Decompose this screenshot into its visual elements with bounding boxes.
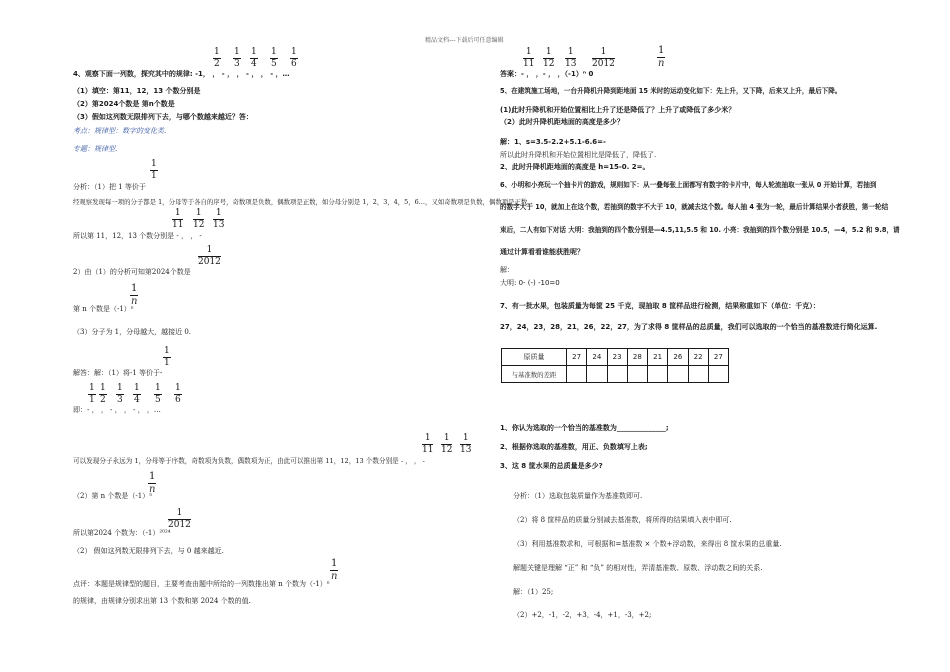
denominator: 3 bbox=[117, 395, 123, 405]
fraction bbox=[250, 48, 258, 69]
numerator: 1 bbox=[443, 433, 450, 443]
denominator: 13 bbox=[213, 220, 225, 230]
question-5-part-1: (1)此时升降机和开始位置相比上升了还是降低了？上升了或降低了多少米？ bbox=[500, 106, 736, 114]
numerator: 1 bbox=[117, 383, 123, 393]
sequence-line: 即：- ， ， - ， ， - ， ，… bbox=[73, 406, 161, 414]
numerator: 1 bbox=[251, 47, 257, 57]
fraction bbox=[213, 48, 221, 69]
answer-line: 答案：- ， ，- ， ，（-1）ⁿ 0 bbox=[500, 70, 594, 78]
table-cell: 21 bbox=[648, 349, 668, 366]
table-cell[interactable] bbox=[648, 366, 668, 383]
denominator: 12 bbox=[441, 445, 453, 455]
denominator: 11 bbox=[172, 220, 184, 230]
question-4-part-3: （3）假如这列数无限排列下去，与哪个数越来越近？答： bbox=[73, 113, 253, 121]
table-row-label: 与基准数的差距 bbox=[502, 366, 567, 383]
solution-7-line-1: 解：（1）25; bbox=[513, 588, 554, 596]
therefore-line-1: 所以第 11，12，13 个数分别是 - ， ， - bbox=[73, 232, 202, 240]
denominator: 2012 bbox=[198, 257, 221, 267]
numerator: 1 bbox=[215, 208, 222, 218]
sub-question-2: 2、根据你选取的基准数，用正、负数填写上表; bbox=[500, 443, 648, 451]
fraction bbox=[133, 384, 141, 405]
fraction bbox=[99, 384, 107, 405]
fraction bbox=[543, 48, 554, 69]
fraction bbox=[330, 559, 338, 582]
sub-question-3: 3、这 8 筐水果的总质量是多少? bbox=[500, 462, 603, 470]
fraction bbox=[233, 48, 241, 69]
denominator: 13 bbox=[565, 59, 577, 69]
fraction bbox=[172, 209, 183, 230]
table-cell: 23 bbox=[607, 349, 627, 366]
denominator: 11 bbox=[523, 59, 535, 69]
comment-line-1: 点评：本题是规律型的题目，主要考查由题中所给的一列数推出第 n 个数为（-1）ⁿ bbox=[73, 580, 330, 588]
question-7-values: 27，24，23，28，21，26，22，27，为了求得 8 筐样品的总质量，我们可以选取的一个恰当的基准数进行简化运算. bbox=[500, 323, 878, 331]
term-2024: 所以第2024 个数为：（-1）²⁰²⁴ bbox=[73, 529, 171, 537]
denominator: 4 bbox=[134, 395, 140, 405]
analysis-7-line-4: 解题关键是理解 “正” 和 “负” 的相对性，弄清基准数、原数、浮动数之间的关系. bbox=[513, 564, 763, 572]
question-6-line-1: 6、小明和小亮玩一个抽卡片的游戏，规则如下：从一叠每张上面都写有数字的卡片中，每人轮流抽取一张从 0 开始计算，若抽到 bbox=[500, 181, 877, 189]
table-cell[interactable] bbox=[668, 366, 688, 383]
numerator: 1 bbox=[131, 283, 138, 294]
denominator: 5 bbox=[155, 395, 161, 405]
denominator: 2 bbox=[100, 395, 106, 405]
numerator: 1 bbox=[164, 346, 170, 356]
question-6-line-4: 通过计算看看谁能获胜呢？ bbox=[500, 248, 584, 256]
solution-line-1: 解答：解：（1）将-1 等价于- bbox=[73, 369, 163, 377]
fraction bbox=[154, 384, 162, 405]
denominator: 1 bbox=[151, 171, 157, 181]
numerator: 1 bbox=[149, 471, 156, 482]
numerator: 1 bbox=[100, 383, 106, 393]
table-row bbox=[502, 366, 729, 383]
question-4-part-2: （2）第2024个数是 第n个数是 bbox=[73, 100, 175, 108]
table-cell: 22 bbox=[688, 349, 708, 366]
question-5: 5、在建筑施工场地，一台升降机升降到距地面 15 米时的运动变化如下：先上升，又下降，后来又上升，最后下降。 bbox=[500, 87, 842, 95]
solution-6-daming: 大明: 0- (-) -10=0 bbox=[500, 279, 560, 287]
nth-term-2: （2）第 n 个数是（-1）ⁿ bbox=[73, 492, 153, 500]
denominator: 1 bbox=[89, 395, 95, 405]
fraction bbox=[592, 48, 615, 69]
fraction bbox=[422, 434, 433, 455]
pattern-conclusion: 可以发现分子永远为 1，分母等于序数，奇数项为负数，偶数项为正，由此可以推出第 11，12，13 个数分别是 - ， ， - bbox=[73, 457, 425, 465]
comment-line-2: 的规律，由规律分别求出第 13 个数和第 2024 个数的值. bbox=[73, 597, 251, 605]
denominator: 4 bbox=[251, 59, 257, 69]
numerator: 1 bbox=[424, 433, 431, 443]
denominator: 11 bbox=[422, 445, 434, 455]
fraction bbox=[657, 46, 665, 69]
denominator: 2012 bbox=[168, 520, 191, 530]
numerator: 1 bbox=[600, 47, 607, 57]
fraction bbox=[441, 434, 452, 455]
analysis-line-1: 分析：（1）把 1 等价于 bbox=[73, 183, 146, 191]
numerator: 1 bbox=[567, 47, 574, 57]
solution-6-label: 解： bbox=[500, 266, 514, 274]
table-row bbox=[502, 349, 729, 366]
fraction bbox=[460, 434, 471, 455]
denominator: 6 bbox=[291, 59, 297, 69]
kaodian-note: 考点：规律型：数字的变化类. bbox=[73, 127, 167, 135]
fraction bbox=[130, 284, 138, 307]
numerator: 1 bbox=[175, 383, 181, 393]
analysis-7-line-2: （2）将 8 筐样品的质量分别减去基准数，将所得的结果填入表中即可. bbox=[513, 516, 732, 524]
solution-7-line-2: （2）+2，-1，-2，+3，-4，+1，-3，+2; bbox=[513, 611, 652, 619]
numerator: 1 bbox=[658, 45, 665, 56]
numerator: 1 bbox=[214, 47, 220, 57]
numerator: 1 bbox=[271, 47, 277, 57]
analysis-line-2: 经观察发现每一项的分子都是 1，分母等于各自的序号，奇数项是负数，偶数项是正数，如分母分别是 1，2，3，4，5，6…，又如奇数项是负数，偶数项是正数， bbox=[73, 198, 534, 206]
numerator: 1 bbox=[151, 159, 157, 169]
question-4-part-1: （1）填空：第11，12，13 个数分别是 bbox=[73, 87, 201, 95]
fraction bbox=[88, 384, 96, 405]
denominator: 2012 bbox=[592, 59, 615, 69]
numerator: 1 bbox=[462, 433, 469, 443]
fraction bbox=[193, 209, 204, 230]
numerator: 1 bbox=[291, 47, 297, 57]
numerator: 1 bbox=[195, 208, 202, 218]
table-cell: 24 bbox=[587, 349, 607, 366]
table-cell[interactable] bbox=[607, 366, 627, 383]
fraction bbox=[270, 48, 278, 69]
fraction bbox=[163, 347, 171, 368]
nth-term: 第 n 个数是（-1）ⁿ bbox=[73, 305, 134, 313]
denominator: n bbox=[657, 58, 665, 69]
fraction bbox=[213, 209, 224, 230]
table-cell[interactable] bbox=[688, 366, 708, 383]
table-row-label: 原质量 bbox=[502, 349, 567, 366]
analysis-7-line-3: （3）利用基准数求和，可根据和=基准数 × 个数+浮动数，来得出 8 筐水果的总重量. bbox=[513, 540, 782, 548]
fraction bbox=[174, 384, 182, 405]
limit-note: （2） 假如这列数无限排列下去，与 0 越来越近. bbox=[73, 547, 224, 555]
numerator: 1 bbox=[174, 208, 181, 218]
table-cell[interactable] bbox=[627, 366, 647, 383]
question-5-part-2: （2）此时升降机距地面的高度是多少？ bbox=[500, 118, 624, 126]
solution-5-line-3: 2、此时升降机距地面的高度是 h=15-0. 2=。 bbox=[500, 163, 650, 171]
table-cell[interactable] bbox=[708, 366, 728, 383]
denominator: 2 bbox=[214, 59, 220, 69]
table-cell: 27 bbox=[708, 349, 728, 366]
numerator: 1 bbox=[331, 558, 338, 569]
table-cell[interactable] bbox=[567, 366, 587, 383]
part-3-analysis: （3）分子为 1，分母越大，越接近 0. bbox=[73, 328, 192, 336]
denominator: 1 bbox=[164, 358, 170, 368]
analysis-7-line-1: 分析：（1）选取包装质量作为基准数即可. bbox=[513, 492, 643, 500]
denominator: 12 bbox=[193, 220, 205, 230]
table-cell[interactable] bbox=[587, 366, 607, 383]
numerator: 1 bbox=[134, 383, 140, 393]
solution-5-line-2: 所以此时升降机和开始位置相比是降低了，降低了. bbox=[500, 151, 657, 159]
table-cell: 26 bbox=[668, 349, 688, 366]
denominator: n bbox=[130, 296, 138, 307]
numerator: 1 bbox=[206, 245, 213, 255]
table-cell: 28 bbox=[627, 349, 647, 366]
fraction bbox=[198, 246, 221, 267]
fraction bbox=[168, 509, 191, 530]
fraction bbox=[290, 48, 298, 69]
numerator: 1 bbox=[234, 47, 240, 57]
denominator: 3 bbox=[234, 59, 240, 69]
numerator: 1 bbox=[176, 508, 183, 518]
fraction bbox=[565, 48, 576, 69]
numerator: 1 bbox=[155, 383, 161, 393]
question-6-line-3: 束后，二人有如下对话 大明：我抽到的四个数分别是—4.5,11,5.5 和 10. 小亮：我抽到的四个数分别是 10.5，—4，5.2 和 9.8，请 bbox=[500, 226, 900, 234]
sub-question-1: 1、你认为选取的一个恰当的基准数为______________; bbox=[500, 424, 669, 432]
denominator: 13 bbox=[460, 445, 472, 455]
zhuanti-note: 专题：规律型. bbox=[73, 145, 118, 153]
denominator: 5 bbox=[271, 59, 277, 69]
fraction bbox=[150, 160, 158, 181]
numerator: 1 bbox=[89, 383, 95, 393]
page-header: 精品文档---下载后可任意编辑 bbox=[425, 37, 504, 44]
table-cell: 27 bbox=[567, 349, 587, 366]
denominator: 6 bbox=[175, 395, 181, 405]
part-2-analysis: 2）由（1）的分析可知第2024个数是 bbox=[73, 268, 191, 276]
denominator: 12 bbox=[543, 59, 555, 69]
numerator: 1 bbox=[525, 47, 532, 57]
solution-5-line-1: 解：1、s=3.5-2.2+5.1-6.6=- bbox=[500, 138, 606, 146]
question-4: 4、观察下面一列数，探究其中的规律: -1， ， - ， ， - ， ， - ，… bbox=[73, 70, 290, 78]
denominator: n bbox=[148, 484, 156, 495]
denominator: n bbox=[330, 571, 338, 582]
fraction bbox=[116, 384, 124, 405]
question-6-line-2: 的数字大于 10，就加上在这个数，若抽到的数字不大于 10，就减去这个数。每人抽 4 张为一轮，最后计算结果小者获胜，第一轮结 bbox=[500, 203, 889, 211]
numerator: 1 bbox=[545, 47, 552, 57]
question-7: 7、有一批水果，包装质量为每筐 25 千克，现抽取 8 筐样品进行检测，结果称重如下（单位：千克）： bbox=[500, 302, 820, 310]
fraction bbox=[523, 48, 534, 69]
weights-table bbox=[501, 348, 729, 383]
